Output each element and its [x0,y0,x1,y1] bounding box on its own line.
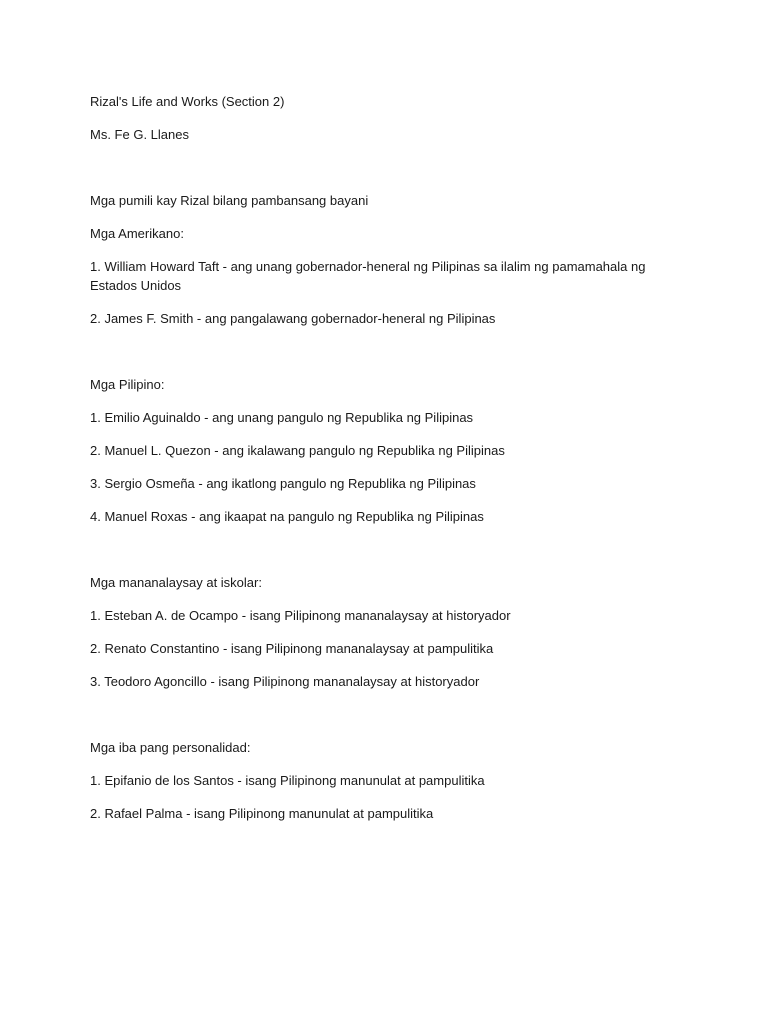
teacher-name: Ms. Fe G. Llanes [90,127,189,142]
list-item: 4. Manuel Roxas - ang ikaapat na pangulo ng Republika ng Pilipinas [90,509,484,524]
list-item: 3. Sergio Osmeña - ang ikatlong pangulo ng Republika ng Pilipinas [90,476,476,491]
list-item: 2. James F. Smith - ang pangalawang gobernador-heneral ng Pilipinas [90,311,496,326]
section-heading-pilipino: Mga Pilipino: [90,377,165,392]
intro-line: Mga pumili kay Rizal bilang pambansang bayani [90,193,369,208]
list-item: 1. Emilio Aguinaldo - ang unang pangulo ng Republika ng Pilipinas [90,410,474,425]
list-item: 2. Manuel L. Quezon - ang ikalawang pangulo ng Republika ng Pilipinas [90,443,505,458]
list-item: 1. Epifanio de los Santos - isang Pilipinong manunulat at pampulitika [90,773,485,788]
list-item: 3. Teodoro Agoncillo - isang Pilipinong mananalaysay at historyador [90,674,480,689]
section-heading-mananalaysay: Mga mananalaysay at iskolar: [90,575,262,590]
list-item: 1. William Howard Taft - ang unang gobernador-heneral ng Pilipinas sa ilalim ng pamamahala ng Estados Unidos [90,259,646,293]
list-item: 2. Renato Constantino - isang Pilipinong mananalaysay at pampulitika [90,641,494,656]
list-item: 1. Esteban A. de Ocampo - isang Pilipinong mananalaysay at historyador [90,608,511,623]
section-heading-personalidad: Mga iba pang personalidad: [90,740,251,755]
document-title: Rizal's Life and Works (Section 2) [90,94,285,109]
list-item: 2. Rafael Palma - isang Pilipinong manunulat at pampulitika [90,806,434,821]
section-heading-amerikano: Mga Amerikano: [90,226,184,241]
document-page [90,92,690,823]
